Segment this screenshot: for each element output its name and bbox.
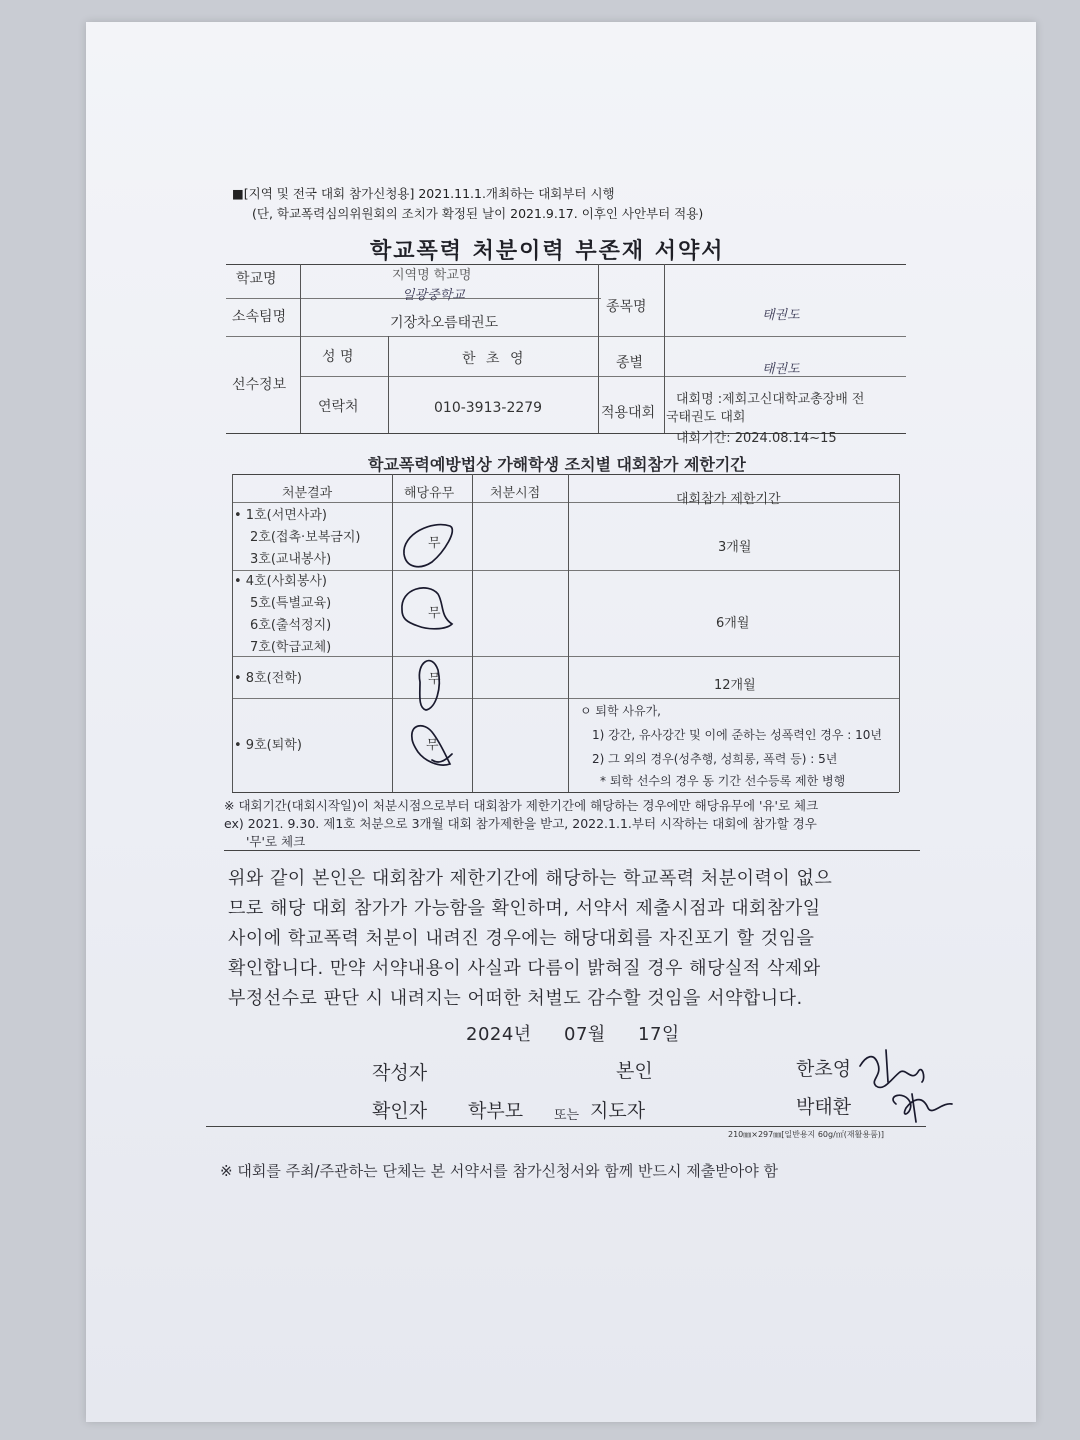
confirmer-name: 박태환 xyxy=(796,1096,852,1118)
item-8: • 8호(전학) xyxy=(234,671,302,686)
mark-group-1: 무 xyxy=(428,536,441,551)
item-3: 3호(교내봉사) xyxy=(250,552,332,567)
table-bottom-border xyxy=(232,792,899,793)
name-label: 성 명 xyxy=(322,349,354,365)
date-year: 2024년 xyxy=(466,1024,532,1045)
date-day: 17일 xyxy=(638,1024,680,1045)
competition-name-line2: 국태권도 대회 xyxy=(666,410,746,425)
table-header-line xyxy=(232,502,899,503)
event-label: 종목명 xyxy=(606,299,647,315)
expulsion-line-4: * 퇴학 선수의 경우 동 기간 선수등록 제한 병행 xyxy=(600,774,846,788)
mark-group-2: 무 xyxy=(428,606,441,621)
school-value: 일광중학교 xyxy=(402,288,465,303)
table-vline-2 xyxy=(472,474,473,792)
expulsion-line-1: ㅇ 퇴학 사유가, xyxy=(580,704,661,718)
competition-period: 대회기간: 2024.08.14~15 xyxy=(676,431,837,446)
limit-group-1: 3개월 xyxy=(718,540,752,555)
team-label: 소속팀명 xyxy=(232,309,287,325)
item-6: 6호(출석정지) xyxy=(250,618,332,633)
phone-label: 연락처 xyxy=(318,399,359,415)
table-vline-3 xyxy=(568,474,569,792)
team-value: 기장차오름태권도 xyxy=(390,315,499,331)
table-vline-left xyxy=(232,474,233,792)
author-name: 한초영 xyxy=(796,1058,852,1080)
info-top-border xyxy=(226,264,906,265)
item-2: 2호(접촉·보복금지) xyxy=(250,530,361,545)
header-applicable: 해당유무 xyxy=(404,486,455,501)
pledge-line-5: 부정선수로 판단 시 내려지는 어떠한 처벌도 감수할 것임을 서약합니다. xyxy=(228,988,803,1009)
table-top-border xyxy=(232,474,899,475)
document-page xyxy=(86,22,1036,1422)
info-vline-2 xyxy=(388,336,389,433)
header-line-1: ■[지역 및 전국 대회 참가신청용] 2021.11.1.개최하는 대회부터 시행 xyxy=(232,186,615,201)
category-label: 종별 xyxy=(616,355,644,371)
mark-group-3: 무 xyxy=(428,672,441,687)
pledge-line-3: 사이에 학교폭력 처분이 내려진 경우에는 해당대회를 자진포기 할 것임을 xyxy=(228,928,815,949)
item-4: • 4호(사회봉사) xyxy=(234,574,328,589)
author-role: 본인 xyxy=(616,1060,653,1082)
item-1: • 1호(서면사과) xyxy=(234,508,328,523)
info-vline-3 xyxy=(598,264,599,433)
player-info-label: 선수정보 xyxy=(232,377,287,393)
paper-spec: 210㎜×297㎜[일반용지 60g/㎡(재활용품)] xyxy=(728,1130,885,1139)
category-value: 태권도 xyxy=(762,362,800,377)
expulsion-line-3: 2) 그 외의 경우(성추행, 성희롱, 폭력 등) : 5년 xyxy=(592,752,838,766)
competition-name-line1: 대회명 :제회고신대학교총장배 전 xyxy=(676,392,865,407)
item-7: 7호(학급교체) xyxy=(250,640,332,655)
info-line-team xyxy=(226,336,906,337)
info-vline-1 xyxy=(300,264,301,433)
signature-bottom-border xyxy=(206,1126,926,1127)
item-9: • 9호(퇴학) xyxy=(234,738,302,753)
note-1: ※ 대회기간(대회시작일)이 처분시점으로부터 대회참가 제한기간에 해당하는 경우에만 해당유무에 '유'로 체크 xyxy=(224,798,819,813)
table-row-line-2 xyxy=(232,656,899,657)
document-title: 학교폭력 처분이력 부존재 서약서 xyxy=(370,239,725,264)
confirmer-role-coach: 지도자 xyxy=(590,1100,646,1122)
confirmer-or: 또는 xyxy=(554,1108,580,1123)
table-row-line-3 xyxy=(232,698,899,699)
note-3: '무'로 체크 xyxy=(246,834,306,849)
phone-value: 010-3913-2279 xyxy=(434,400,543,416)
note-2: ex) 2021. 9.30. 제1호 처분으로 3개월 대회 참가제한을 받고, 2022.1.1.부터 시작하는 대회에 참가할 경우 xyxy=(224,816,817,831)
info-line-name xyxy=(300,376,906,377)
header-restriction-period: 대회참가 제한기간 xyxy=(676,492,781,507)
table-vline-right xyxy=(899,474,900,792)
limit-group-3: 12개월 xyxy=(714,678,756,693)
info-vline-4 xyxy=(664,264,665,433)
pledge-line-4: 확인합니다. 만약 서약내용이 사실과 다름이 밝혀질 경우 해당실적 삭제와 xyxy=(228,958,821,979)
footer-note: ※ 대회를 주최/주관하는 단체는 본 서약서를 참가신청서와 함께 반드시 제출받아야 함 xyxy=(220,1162,778,1180)
school-placeholder: 지역명 학교명 xyxy=(392,268,472,283)
name-value: 한 초 영 xyxy=(462,351,527,367)
expulsion-line-2: 1) 강간, 유사강간 및 이에 준하는 성폭력인 경우 : 10년 xyxy=(592,728,883,742)
limit-group-2: 6개월 xyxy=(716,616,750,631)
handwritten-circle-marks xyxy=(392,512,472,782)
pledge-line-2: 므로 해당 대회 참가가 가능함을 확인하며, 서약서 제출시점과 대회참가일 xyxy=(228,898,821,919)
notes-bottom-border xyxy=(224,850,920,851)
confirmer-label: 확인자 xyxy=(372,1100,428,1122)
school-label: 학교명 xyxy=(236,271,277,287)
applied-competition-label: 적용대회 xyxy=(601,405,656,421)
item-5: 5호(특별교육) xyxy=(250,596,332,611)
header-line-2: (단, 학교폭력심의위원회의 조치가 확정된 날이 2021.9.17. 이후인 사안부터 적용) xyxy=(252,206,704,221)
mark-group-4: 무 xyxy=(426,738,439,753)
event-value: 태권도 xyxy=(762,308,800,323)
pledge-line-1: 위와 같이 본인은 대회참가 제한기간에 해당하는 학교폭력 처분이력이 없으 xyxy=(228,868,833,889)
header-disposition-date: 처분시점 xyxy=(490,486,541,501)
author-label: 작성자 xyxy=(372,1062,428,1084)
confirmer-role-parent: 학부모 xyxy=(468,1100,524,1122)
date-month: 07월 xyxy=(564,1024,606,1045)
table-row-line-1 xyxy=(232,570,899,571)
section-title: 학교폭력예방법상 가해학생 조치별 대회참가 제한기간 xyxy=(368,455,746,474)
handwritten-signature xyxy=(856,1042,966,1132)
header-disposition: 처분결과 xyxy=(282,486,333,501)
